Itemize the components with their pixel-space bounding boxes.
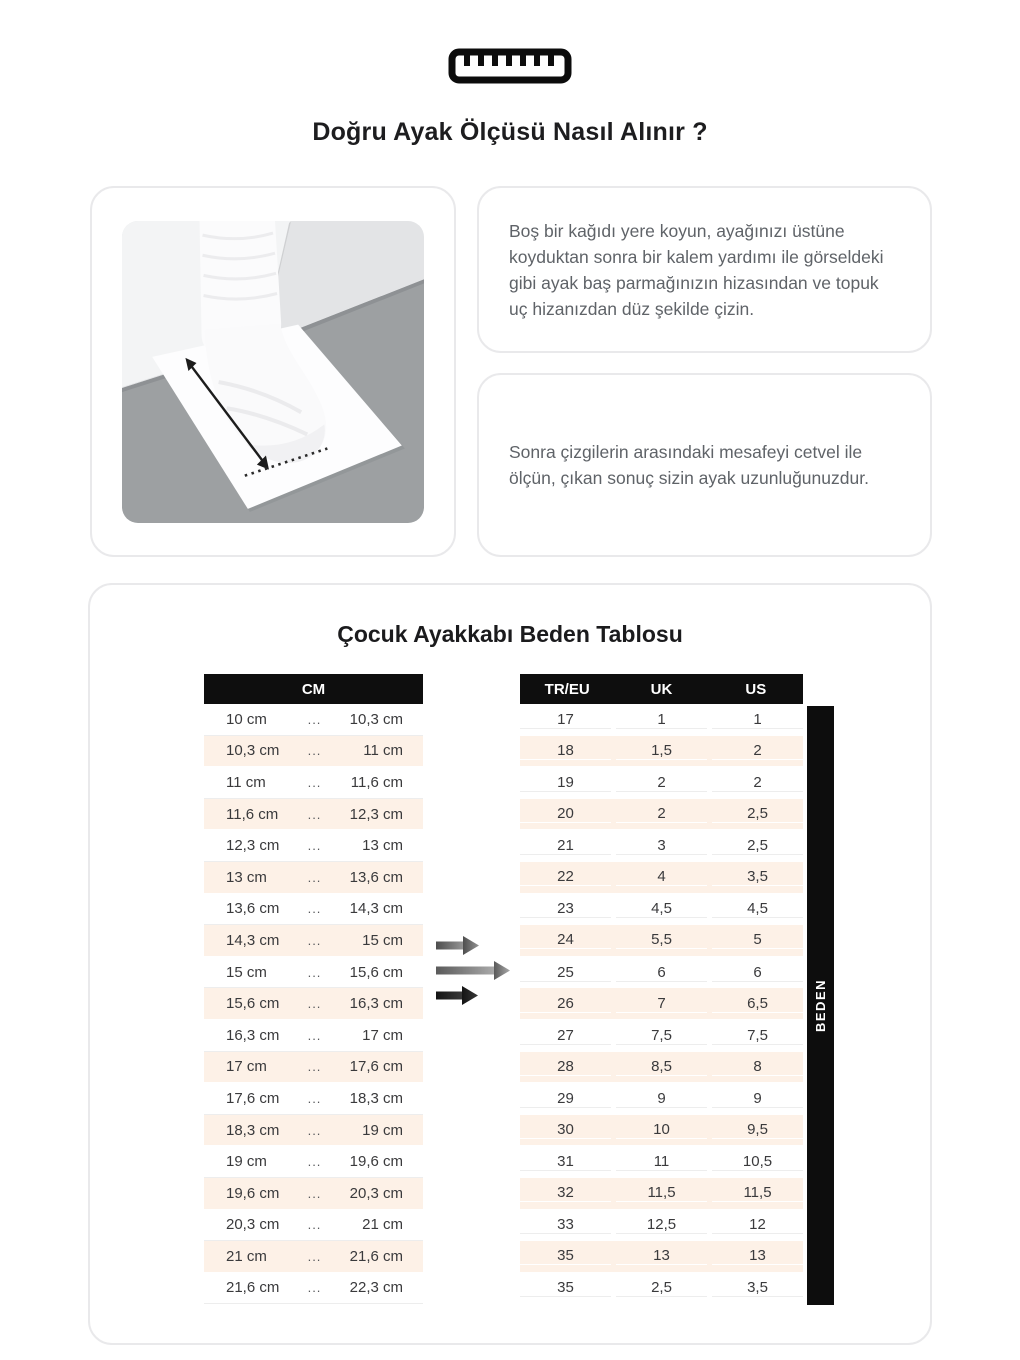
size-cell: 33: [520, 1216, 611, 1234]
table-row: [204, 1178, 423, 1210]
cm-from: 19,6 cm: [226, 1184, 280, 1202]
size-cell: 20: [520, 805, 611, 823]
instruction-card-measure: [477, 373, 932, 557]
table-row: [204, 767, 423, 799]
table-row: [520, 1210, 803, 1242]
beden-side-label: BEDEN: [807, 706, 834, 1305]
size-cell: 24: [520, 931, 611, 949]
size-cell: 3: [616, 837, 707, 855]
table-row: [520, 767, 803, 799]
instruction-text-measure: Sonra çizgilerin arasındaki mesafeyi cetvel ile ölçün, çıkan sonuç sizin ayak uzunluğunuzdur.: [509, 442, 869, 488]
instruction-cards-column: [477, 186, 932, 557]
table-row: [520, 988, 803, 1020]
cm-from: 20,3 cm: [226, 1216, 280, 1234]
cm-to: 11 cm: [363, 742, 403, 760]
range-separator: ...: [307, 869, 322, 885]
measurement-photo-card: [90, 186, 456, 557]
size-cell: 1: [616, 711, 707, 729]
range-separator: ...: [307, 711, 322, 727]
size-cell: 11,5: [712, 1184, 803, 1202]
cm-table-header: CM: [204, 674, 423, 704]
cm-from: 21 cm: [226, 1247, 267, 1265]
cm-from: 13,6 cm: [226, 900, 280, 918]
cm-to: 18,3 cm: [349, 1089, 403, 1107]
size-cell: 19: [520, 774, 611, 792]
size-cell: 6,5: [712, 995, 803, 1013]
cm-to: 17 cm: [362, 1026, 403, 1044]
size-cell: 23: [520, 900, 611, 918]
size-cell: 2,5: [616, 1279, 707, 1297]
cm-to: 13,6 cm: [349, 868, 403, 886]
conversion-table-rows: [520, 704, 803, 1304]
table-row: [204, 1241, 423, 1273]
size-cell: 12: [712, 1216, 803, 1234]
cm-from: 16,3 cm: [226, 1026, 280, 1044]
size-cell: 29: [520, 1090, 611, 1108]
size-cell: 11,5: [616, 1184, 707, 1202]
cm-from: 17 cm: [226, 1058, 267, 1076]
size-cell: 12,5: [616, 1216, 707, 1234]
conversion-arrows-icon: [434, 933, 516, 1005]
range-separator: ...: [307, 774, 322, 790]
table-row: [204, 1052, 423, 1084]
cm-to: 10,3 cm: [349, 710, 403, 728]
cm-to: 17,6 cm: [349, 1058, 403, 1076]
range-separator: ...: [307, 1280, 322, 1296]
cm-to: 14,3 cm: [349, 900, 403, 918]
size-cell: 9: [616, 1090, 707, 1108]
cm-range-table: [204, 674, 423, 1304]
size-cell: 11: [616, 1153, 707, 1171]
table-row: [520, 704, 803, 736]
size-cell: 28: [520, 1058, 611, 1076]
size-cell: 2: [616, 774, 707, 792]
size-cell: 10,5: [712, 1153, 803, 1171]
cm-from: 15,6 cm: [226, 995, 280, 1013]
size-cell: 8: [712, 1058, 803, 1076]
cm-from: 21,6 cm: [226, 1279, 280, 1297]
table-row: [520, 1052, 803, 1084]
range-separator: ...: [307, 932, 322, 948]
size-cell: 6: [616, 964, 707, 982]
range-separator: ...: [307, 964, 322, 980]
table-row: [204, 1273, 423, 1305]
cm-to: 22,3 cm: [349, 1279, 403, 1297]
foot-measurement-photo: [122, 221, 424, 523]
size-cell: 9: [712, 1090, 803, 1108]
size-cell: 17: [520, 711, 611, 729]
table-row: [204, 704, 423, 736]
size-cell: 7,5: [616, 1027, 707, 1045]
table-row: [204, 1020, 423, 1052]
size-cell: 32: [520, 1184, 611, 1202]
cm-from: 10 cm: [226, 710, 267, 728]
cm-from: 14,3 cm: [226, 931, 280, 949]
cm-from: 18,3 cm: [226, 1121, 280, 1139]
table-row: [204, 1083, 423, 1115]
range-separator: ...: [307, 1185, 322, 1201]
range-separator: ...: [307, 996, 322, 1012]
size-cell: 7: [616, 995, 707, 1013]
size-cell: 26: [520, 995, 611, 1013]
size-cell: 35: [520, 1279, 611, 1297]
range-separator: ...: [307, 1122, 322, 1138]
table-row: [520, 1115, 803, 1147]
table-row: [204, 894, 423, 926]
cm-to: 11,6 cm: [350, 773, 403, 791]
cm-from: 15 cm: [226, 963, 267, 981]
cm-to: 16,3 cm: [349, 995, 403, 1013]
cm-to: 12,3 cm: [349, 805, 403, 823]
size-cell: 21: [520, 837, 611, 855]
table-row: [520, 830, 803, 862]
range-separator: ...: [307, 1027, 322, 1043]
size-cell: 22: [520, 868, 611, 886]
cm-to: 13 cm: [362, 837, 403, 855]
cm-from: 10,3 cm: [226, 742, 280, 760]
range-separator: ...: [307, 1059, 322, 1075]
cm-to: 21,6 cm: [349, 1247, 403, 1265]
size-cell: 18: [520, 742, 611, 760]
size-cell: 25: [520, 964, 611, 982]
table-row: [204, 830, 423, 862]
range-separator: ...: [307, 1090, 322, 1106]
table-row: [520, 1241, 803, 1273]
cm-from: 11 cm: [226, 773, 266, 791]
cm-to: 15 cm: [362, 931, 403, 949]
instruction-text-draw: Boş bir kağıdı yere koyun, ayağınızı üstüne koyduktan sonra bir kalem yardımı ile görseldeki gibi ayak baş parmağınızın hizasından ve topuk uç hizanızdan düz şekilde çizin.: [509, 220, 884, 319]
size-cell: 31: [520, 1153, 611, 1171]
size-cell: 30: [520, 1121, 611, 1139]
table-row: [204, 862, 423, 894]
cm-table-rows: [204, 704, 423, 1304]
size-cell: 35: [520, 1247, 611, 1265]
size-cell: 27: [520, 1027, 611, 1045]
cm-to: 15,6 cm: [349, 963, 403, 981]
table-row: [204, 1210, 423, 1242]
cm-to: 20,3 cm: [349, 1184, 403, 1202]
table-row: [520, 894, 803, 926]
range-separator: ...: [307, 1248, 322, 1264]
size-cell: 3,5: [712, 868, 803, 886]
cm-from: 11,6 cm: [226, 805, 279, 823]
range-separator: ...: [307, 806, 322, 822]
size-cell: 2,5: [712, 837, 803, 855]
instruction-card-draw: [477, 186, 932, 353]
table-row: [204, 957, 423, 989]
header-tr-eu: TR/EU: [544, 680, 590, 698]
table-row: [520, 799, 803, 831]
ruler-icon: [0, 48, 1020, 84]
table-row: [520, 862, 803, 894]
table-row: [520, 1083, 803, 1115]
table-row: [204, 736, 423, 768]
conversion-table-header: [520, 674, 803, 704]
size-cell: 2: [712, 742, 803, 760]
table-row: [520, 1178, 803, 1210]
cm-to: 19,6 cm: [349, 1153, 403, 1171]
page-title: Doğru Ayak Ölçüsü Nasıl Alınır ?: [312, 118, 708, 146]
size-cell: 2,5: [712, 805, 803, 823]
size-cell: 9,5: [712, 1121, 803, 1139]
size-cell: 10: [616, 1121, 707, 1139]
cm-to: 19 cm: [362, 1121, 403, 1139]
cm-from: 12,3 cm: [226, 837, 280, 855]
cm-to: 21 cm: [362, 1216, 403, 1234]
size-cell: 4: [616, 868, 707, 886]
table-row: [520, 1146, 803, 1178]
size-cell: 1,5: [616, 742, 707, 760]
table-row: [204, 1146, 423, 1178]
size-cell: 2: [712, 774, 803, 792]
size-chart-card: [88, 583, 932, 1345]
size-cell: 13: [616, 1247, 707, 1265]
table-row: [520, 957, 803, 989]
size-cell: 5,5: [616, 931, 707, 949]
range-separator: ...: [307, 1154, 322, 1170]
table-row: [520, 1273, 803, 1305]
cm-from: 17,6 cm: [226, 1089, 280, 1107]
size-cell: 7,5: [712, 1027, 803, 1045]
size-cell: 13: [712, 1247, 803, 1265]
size-cell: 5: [712, 931, 803, 949]
table-row: [204, 1115, 423, 1147]
size-conversion-table: [520, 674, 803, 1304]
range-separator: ...: [307, 1217, 322, 1233]
size-cell: 4,5: [712, 900, 803, 918]
header-us: US: [745, 680, 767, 698]
size-cell: 4,5: [616, 900, 707, 918]
size-cell: 8,5: [616, 1058, 707, 1076]
size-cell: 2: [616, 805, 707, 823]
header-uk: UK: [650, 680, 673, 698]
range-separator: ...: [307, 838, 322, 854]
size-cell: 3,5: [712, 1279, 803, 1297]
table-row: [520, 925, 803, 957]
range-separator: ...: [307, 743, 322, 759]
cm-from: 13 cm: [226, 868, 267, 886]
table-row: [204, 925, 423, 957]
size-cell: 6: [712, 964, 803, 982]
size-cell: 1: [712, 711, 803, 729]
size-chart-title: Çocuk Ayakkabı Beden Tablosu: [337, 621, 683, 647]
table-row: [204, 799, 423, 831]
table-row: [520, 1020, 803, 1052]
cm-from: 19 cm: [226, 1153, 267, 1171]
range-separator: ...: [307, 901, 322, 917]
table-row: [204, 988, 423, 1020]
table-row: [520, 736, 803, 768]
